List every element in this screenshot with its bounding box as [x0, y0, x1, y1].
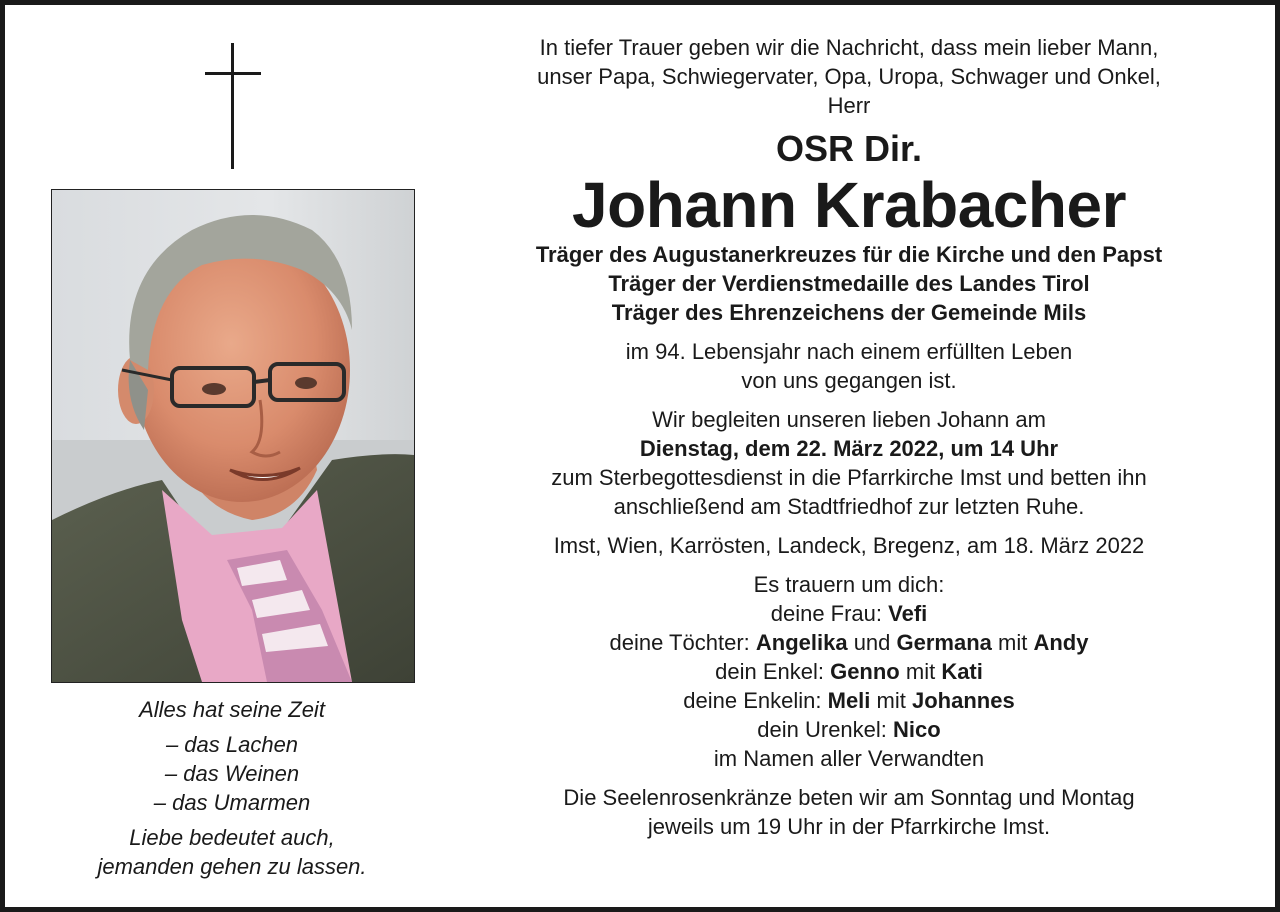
poem	[51, 695, 413, 881]
notice-text	[465, 33, 1233, 841]
intro-line: Herr	[827, 93, 871, 118]
mourner-label: dein Enkel:	[715, 659, 831, 684]
mourner-connector: mit	[870, 688, 912, 713]
mourner-connector: und	[847, 630, 897, 655]
mourner-name: Germana	[896, 630, 992, 655]
rosary-line: Die Seelenrosenkränze beten wir am Sonntag und Montag	[563, 785, 1135, 810]
mourner-name: Nico	[893, 717, 941, 742]
poem-line: jemanden gehen zu lassen.	[97, 854, 367, 879]
passing-line: von uns gegangen ist.	[741, 368, 957, 393]
mourner-wife	[465, 599, 1233, 628]
intro-line: unser Papa, Schwiegervater, Opa, Uropa, Schwager und Onkel,	[537, 64, 1161, 89]
funeral-line: anschließend am Stadtfriedhof zur letzten Ruhe.	[613, 494, 1085, 519]
poem-line: Liebe bedeutet auch,	[129, 825, 335, 850]
intro-line: In tiefer Trauer geben wir die Nachricht, dass mein lieber Mann,	[539, 35, 1159, 60]
funeral-line: Wir begleiten unseren lieben Johann am	[652, 407, 1046, 432]
mourner-name: Vefi	[888, 601, 928, 626]
mourner-name: Angelika	[755, 630, 848, 655]
mourner-granddaughter	[465, 686, 1233, 715]
poem-line: – das Umarmen	[153, 790, 311, 815]
passing-line: im 94. Lebensjahr nach einem erfüllten Leben	[625, 339, 1073, 364]
poem-line: – das Lachen	[165, 732, 299, 757]
honor-item: Träger der Verdienstmedaille des Landes Tirol	[608, 271, 1090, 296]
rosary-line: jeweils um 19 Uhr in der Pfarrkirche Imst.	[647, 814, 1051, 839]
mourner-name: Meli	[827, 688, 871, 713]
mourner-daughters	[465, 628, 1233, 657]
deceased-name: Johann Krabacher	[572, 169, 1126, 241]
poem-line: – das Weinen	[164, 761, 300, 786]
mourner-name: Andy	[1033, 630, 1089, 655]
funeral-date-text: Dienstag, dem 22. März 2022, um 14 Uhr	[639, 436, 1059, 461]
mourner-grandson	[465, 657, 1233, 686]
portrait-photo	[51, 189, 415, 683]
mourner-label: deine Enkelin:	[683, 688, 828, 713]
mourner-name: Genno	[830, 659, 900, 684]
mourner-greatgrandson	[465, 715, 1233, 744]
mourners-relatives: im Namen aller Verwandten	[713, 746, 985, 771]
poem-line: Alles hat seine Zeit	[139, 697, 325, 722]
mourner-label: dein Urenkel:	[757, 717, 894, 742]
mourners-heading: Es trauern um dich:	[753, 572, 945, 597]
mourner-name: Kati	[941, 659, 983, 684]
honor-item: Träger des Ehrenzeichens der Gemeinde Mils	[611, 300, 1087, 325]
mourner-label: deine Frau:	[770, 601, 889, 626]
place-date: Imst, Wien, Karrösten, Landeck, Bregenz, am 18. März 2022	[553, 533, 1145, 558]
mourner-label: deine Töchter:	[609, 630, 756, 655]
honor-item: Träger des Augustanerkreuzes für die Kirche und den Papst	[535, 242, 1163, 267]
cross-icon	[205, 43, 261, 169]
funeral-date	[465, 434, 1233, 463]
mourner-connector: mit	[991, 630, 1034, 655]
honors-list	[465, 240, 1233, 327]
mourner-name: Johannes	[911, 688, 1015, 713]
deceased-title: OSR Dir.	[775, 128, 923, 169]
funeral-line: zum Sterbegottesdienst in die Pfarrkirche Imst und betten ihn	[551, 465, 1147, 490]
mourner-connector: mit	[899, 659, 942, 684]
